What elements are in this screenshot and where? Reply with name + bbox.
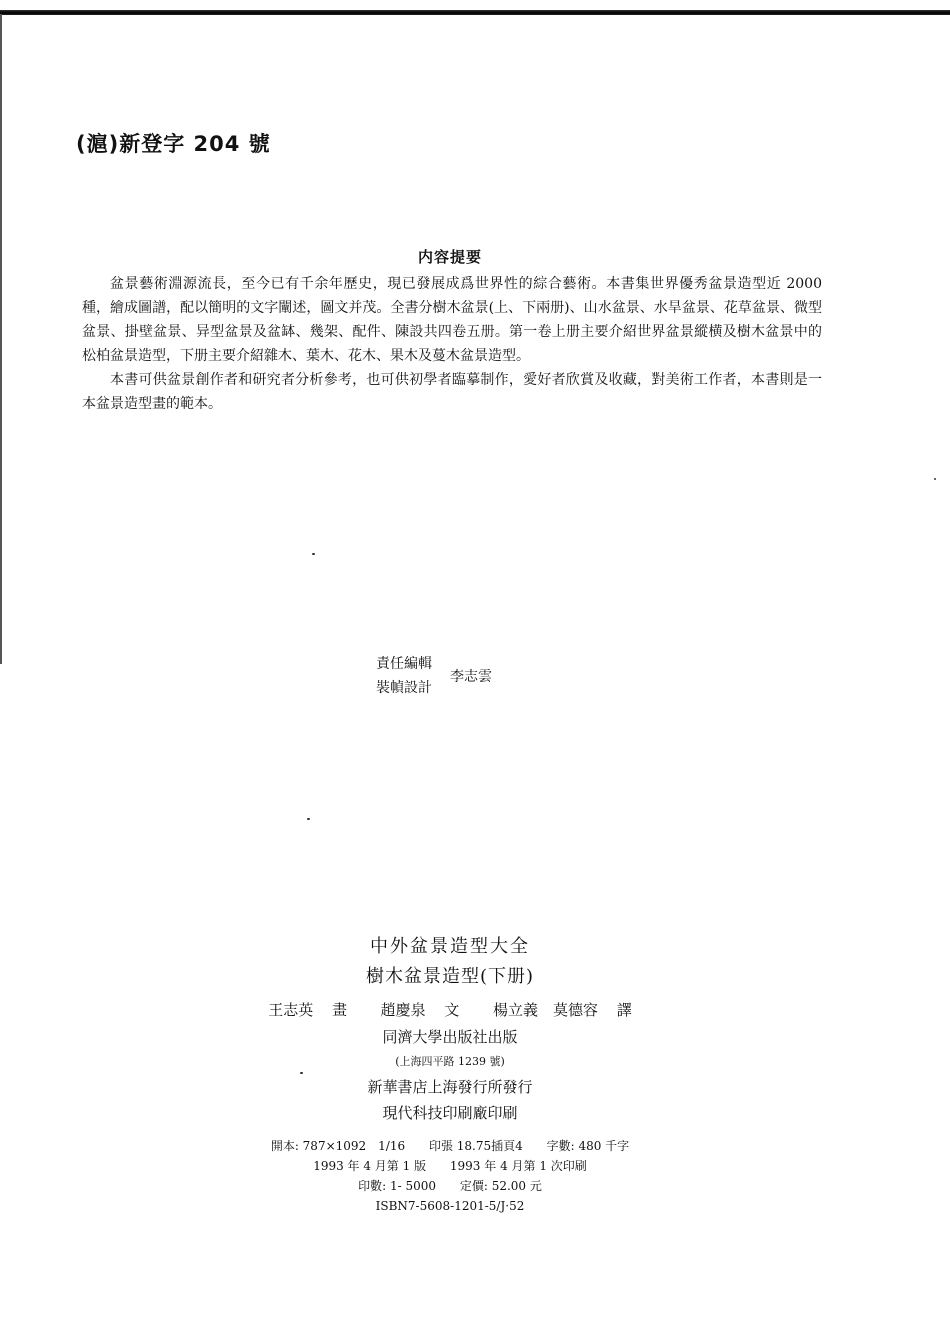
distributor: 新華書店上海發行所發行 — [367, 1078, 533, 1096]
word-count: 字數: 480 千字 — [546, 1139, 630, 1153]
edition-date: 1993 年 4 月第 1 版 — [313, 1159, 427, 1173]
credit-roles — [376, 652, 432, 700]
scan-speck — [934, 478, 936, 480]
print-run: 印數: 1- 5000 — [358, 1179, 437, 1193]
registration-number: (滬)新登字 204 號 — [76, 132, 271, 156]
book-title: 中外盆景造型大全 — [370, 936, 530, 957]
binding-design-label: 裝幀設計 — [376, 680, 432, 696]
isbn: ISBN7-5608-1201-5/J·52 — [375, 1199, 525, 1213]
printer: 現代科技印刷廠印刷 — [382, 1104, 518, 1122]
responsible-editor-label: 責任編輯 — [376, 656, 432, 672]
publisher: 同濟大學出版社出版 — [382, 1028, 518, 1046]
illustrator-name: 王志英 — [268, 1001, 314, 1019]
scan-top-border — [0, 10, 950, 15]
summary-body — [82, 272, 822, 416]
sheets-spec: 印張 18.75插頁4 — [428, 1139, 523, 1153]
printing-date: 1993 年 4 月第 1 次印刷 — [449, 1159, 587, 1173]
summary-heading: 内容提要 — [417, 248, 482, 266]
volume-title: 樹木盆景造型(下册) — [365, 966, 535, 987]
contributors-line — [0, 996, 900, 1024]
price: 定價: 52.00 元 — [459, 1179, 542, 1193]
writer-name: 趙慶泉 — [380, 1001, 426, 1019]
illustrator-role: 畫 — [332, 1001, 348, 1019]
scan-speck — [307, 818, 310, 820]
scan-speck — [312, 553, 315, 555]
format-line — [0, 1136, 900, 1156]
summary-paragraph: 盆景藝術淵源流長，至今已有千余年歷史，現已發展成爲世界性的綜合藝術。本書集世界優秀盆景造型近 2000 種，繪成圖譜，配以簡明的文字闡述，圖文并茂。全書分樹木盆景(上、下兩册)、山水盆景、水旱盆景、花草盆景、微型盆景、掛壁盆景、异型盆景及盆缽、幾架、配件、陳設共四卷五册。第一卷上册主要介紹世界盆景縱横及樹木盆景中的松柏盆景造型，下册主要介紹雜木、葉木、花木、果木及蔓木盆景造型。 — [82, 276, 822, 364]
translator-role: 譯 — [616, 1001, 632, 1019]
colophon — [0, 932, 900, 1216]
summary-paragraph: 本書可供盆景創作者和研究者分析參考，也可供初學者臨摹制作，愛好者欣賞及收藏，對美術工作者，本書則是一本盆景造型畫的範本。 — [82, 372, 822, 412]
editorial-credits — [376, 652, 492, 700]
run-price-line — [0, 1176, 900, 1196]
scan-left-border — [0, 14, 2, 664]
writer-role: 文 — [444, 1001, 460, 1019]
edition-line — [0, 1156, 900, 1176]
publisher-address: (上海四平路 1239 號) — [395, 1055, 505, 1068]
format-spec: 開本: 787×1092 1/16 — [270, 1139, 406, 1153]
translator-names: 楊立義 莫德容 — [492, 1001, 598, 1019]
credit-person: 李志雲 — [450, 669, 492, 685]
